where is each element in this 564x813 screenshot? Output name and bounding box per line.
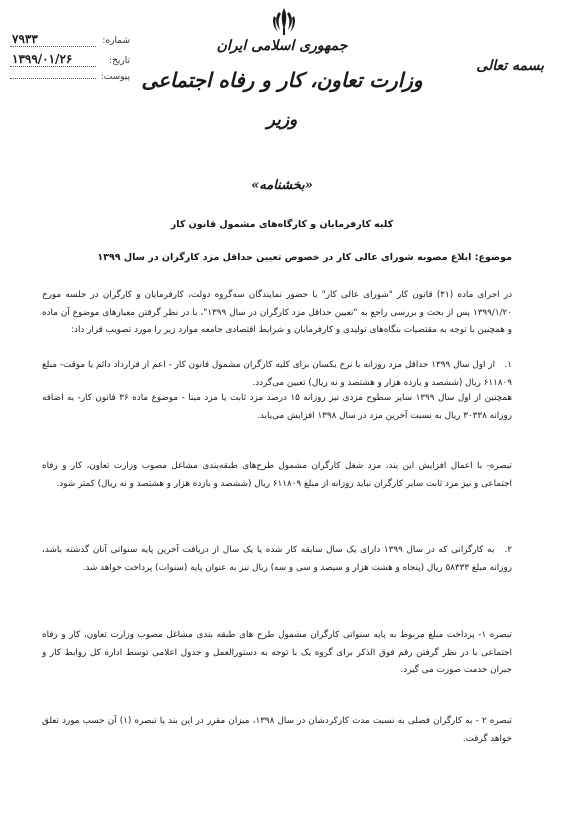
meta-date-label: تاریخ: — [109, 56, 130, 66]
meta-number-value: ۷۹۳۳ — [10, 32, 96, 47]
meta-date-value: ۱۳۹۹/۰۱/۲۶ — [10, 52, 96, 67]
meta-attachment-label: پیوست: — [100, 72, 130, 82]
paragraph-note-2: تبصره ۲ - به کارگران فصلی به نسبت مدت کارکردشان در سال ۱۳۹۸، میزان مقرر در این بند یا تبصره (۱) آن حسب مورد تعلق خواهد گرفت. — [42, 716, 512, 744]
basmala: بسمه تعالی — [476, 58, 544, 74]
meta-number-label: شماره: — [102, 36, 130, 46]
paragraph-note: تبصره- با اعمال افزایش این بند، مزد شغل کارگران مشمول طرح‌های طبقه‌بندی مشاغل مصوب وزارت تعاون، کار و رفاه اجتماعی و نیز مزد ثابت سایر کارگران نباید روزانه از مبلغ ۶۱۱۸۰۹ ریال (ششصد و یازده هزار و هشتصد و نه ریال) کمتر شود. — [42, 461, 512, 489]
letterhead-minister: وزیر — [266, 110, 298, 130]
paragraph-also: همچنین از اول سال ۱۳۹۹ سایر سطوح مزدی نیز روزانه ۱۵ درصد مزد ثابت یا مزد مبنا - موضوع ماده ۳۶ قانون کار- به اضافه روزانه ۳۰۳۳۸ ریال به نسبت آخرین مزد در سال ۱۳۹۸ افزایش می‌یابد. — [42, 393, 513, 421]
meta-date — [10, 52, 130, 72]
item-1-number: ۱. — [504, 360, 512, 370]
paragraph-item-1 — [42, 357, 512, 392]
item-2-text: به کارگرانی که در سال ۱۳۹۹ دارای یک سال سابقه کار شده یا یک سال از دریافت آخرین پایه سنواتی آنان گذشته باشد، روزانه مبلغ ۵۸۳۳۳ ریال (پنجاه و هشت هزار و سیصد و سی و سه) ریال نیز به عنوان پایه (سنوات) پرداخت خواهد شد. — [42, 545, 512, 573]
letterhead-republic: جمهوری اسلامی ایران — [216, 38, 348, 54]
subject-line: موضوع: ابلاغ مصوبه شورای عالی کار در خصوص تعیین حداقل مزد کارگران در سال ۱۳۹۹ — [97, 252, 512, 263]
letterhead-ministry: وزارت تعاون، کار و رفاه اجتماعی — [141, 68, 423, 92]
letter-meta — [10, 32, 130, 92]
paragraph-note-1: تبصره ۱- پرداخت مبلغ مربوط به پایه سنواتی کارگران مشمول طرح های طبقه بندی مشاغل مصوب وزارت تعاون، کار و رفاه اجتماعی با در نظر گرفتن رقم فوق الذکر برای گروه یک با توجه به دستورالعمل و جدول اعلامی توسط اداره کل روابط کار و جبران خدمت صورت می گیرد. — [42, 630, 512, 675]
paragraph-item-2 — [42, 542, 512, 577]
paragraph-intro: در اجرای ماده (۴۱) قانون کار "شورای عالی کار" با حضور نمایندگان سه‌گروه دولت، کارفرمایان و کارگران در جلسه مورخ ۱۳۹۹/۱/۲۰ پس از بحث و بررسی راجع به "تعیین حداقل مزد کارگران در سال ۱۳۹۹"، با در نظر گرفتن معیارهای موضوع آن ماده و همچنین با توجه به مقتضیات بنگاه‌های تولیدی و کارفرمایان و شرایط اقتصادی جامعه موارد زیر را مورد تصویب قرار داد: — [42, 290, 512, 335]
item-2-number: ۲. — [504, 545, 512, 555]
meta-attachment — [10, 72, 130, 92]
item-1-text: از اول سال ۱۳۹۹ حداقل مزد روزانه با نرخ یکسان برای کلیه کارگران مشمول قانون کار - اعم از قرارداد دائم یا موقت- مبلغ ۶۱۱۸۰۹ ریال (ششصد و یازده هزار و هشتصد و نه ریال) تعیین می‌گردد. — [42, 360, 512, 388]
iran-emblem-icon — [270, 6, 298, 36]
addressee: کلیه کارفرمایان و کارگاه‌های مشمول قانون کار — [170, 219, 394, 230]
meta-attachment-value — [10, 78, 96, 79]
circular-title: «بخشنامه» — [251, 178, 313, 193]
meta-number — [10, 32, 130, 52]
